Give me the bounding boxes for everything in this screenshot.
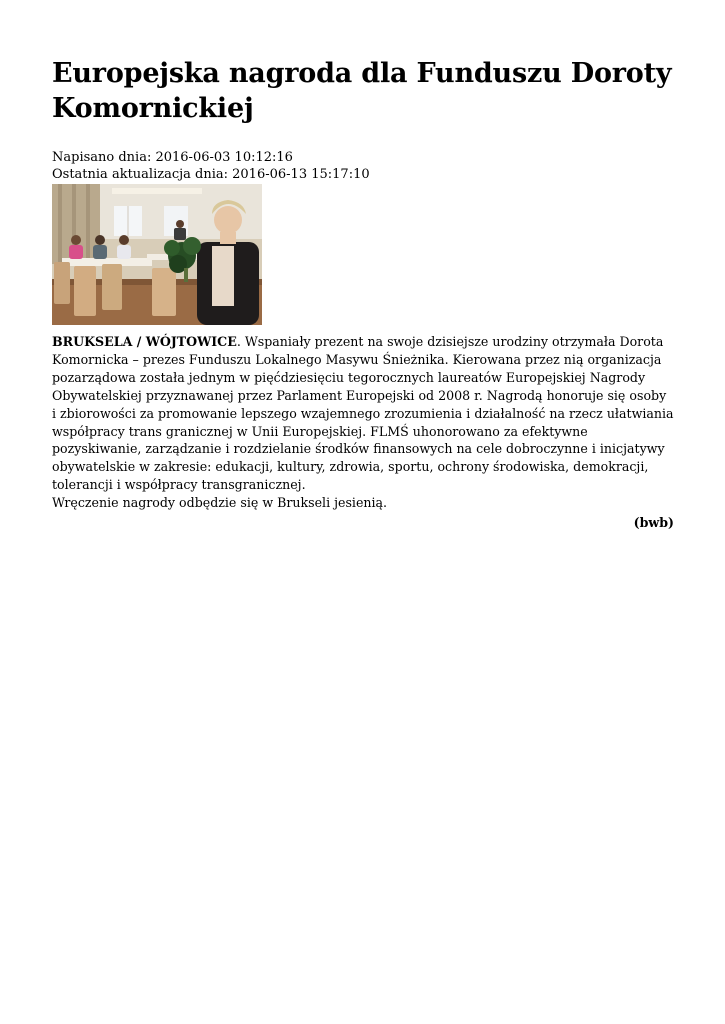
author-signature: (bwb) (633, 515, 674, 531)
updated-date: Ostatnia aktualizacja dnia: 2016-06-13 15:17:10 (52, 167, 370, 182)
paragraph-text: . Wspaniały prezent na swoje dzisiejsze urodziny otrzymała Dorota Komornicka – prezes Funduszu Lokalnego Masywu Śnieżnika. Kierowana przez nią organizacja pozarządowa została jednym w pięćdziesięciu tegorocznych laureatów Europejskiej Nagrody Obywatelskiej przyznawanej przez Parlament Europejski od 2008 r. Nagrodą honoruje się osoby i zbiorowości za promowanie lepszego wzajemnego zrozumienia i działalność na rzecz ułatwiania współpracy trans granicznej w Unii Europejskiej. FLMŚ uhonorowano za efektywne pozyskiwanie, zarządzanie i rozdzielanie środków finansowych na cele dobroczynne i inicjatywy obywatelskie w zakresie: edukacji, kultury, zdrowia, sportu, ochrony środowiska, demokracji, tolerancji i współpracy transgranicznej. (52, 334, 674, 493)
paragraph-closing: Wręczenie nagrody odbędzie się w Brukseli jesienią. (52, 495, 388, 511)
article-photo (52, 184, 262, 325)
article-title: Europejska nagroda dla Funduszu Doroty Komornickiej (52, 58, 672, 124)
written-date: Napisano dnia: 2016-06-03 10:12:16 (52, 150, 293, 165)
article-meta (52, 149, 674, 183)
article (52, 56, 674, 532)
dateline: BRUKSELA / WÓJTOWICE (52, 334, 237, 349)
article-body (52, 333, 674, 512)
paragraph-main (52, 333, 674, 494)
